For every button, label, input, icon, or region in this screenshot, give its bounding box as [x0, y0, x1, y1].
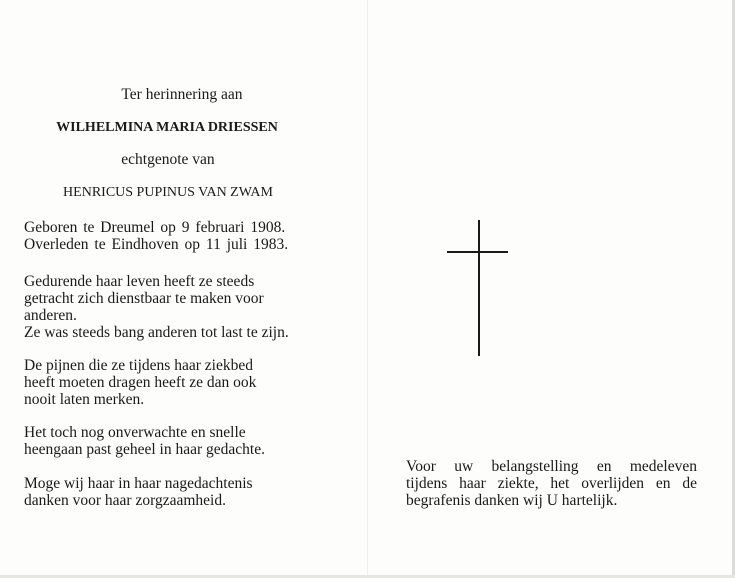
birth-line: Geboren te Dreumel op 9 februari 1908. — [24, 219, 286, 236]
paragraph-line: heengaan past geheel in haar gedachte. — [24, 441, 265, 458]
thanks-line: Voor uw belangstelling en medeleven — [406, 458, 697, 475]
paragraph-line: Moge wij haar in haar nagedachtenis — [24, 475, 253, 492]
thanks-text — [406, 458, 697, 509]
paragraph-life — [24, 273, 289, 341]
intro-text: Ter herinnering aan — [121, 86, 243, 103]
paragraph-illness — [24, 357, 256, 408]
paragraph-line: danken voor haar zorgzaamheid. — [24, 492, 226, 509]
paragraph-line: nooit laten merken. — [24, 391, 145, 408]
cross-icon-bar — [447, 251, 508, 253]
paragraph-remembrance — [24, 475, 253, 509]
paragraph-line: De pijnen die ze tijdens haar ziekbed — [24, 357, 253, 374]
paragraph-line: anderen. — [24, 307, 77, 324]
paragraph-departure — [24, 424, 265, 458]
fold-line — [367, 0, 368, 578]
cross-icon — [478, 220, 480, 356]
relation-text: echtgenote van — [121, 151, 215, 168]
deceased-name: WILHELMINA MARIA DRIESSEN — [56, 120, 278, 135]
paragraph-line: Het toch nog onverwachte en snelle — [24, 424, 246, 441]
paragraph-line: Ze was steeds bang anderen tot last te zijn. — [24, 324, 289, 341]
thanks-line: tijdens haar ziekte, het overlijden en de — [406, 475, 697, 492]
death-line: Overleden te Eindhoven op 11 juli 1983. — [24, 236, 289, 253]
spouse-name: HENRICUS PUPINUS VAN ZWAM — [63, 185, 273, 200]
paragraph-line: getracht zich dienstbaar te maken voor — [24, 290, 264, 307]
paragraph-line: heeft moeten dragen heeft ze dan ook — [24, 374, 257, 391]
paragraph-line: Gedurende haar leven heeft ze steeds — [24, 273, 255, 290]
thanks-line: begrafenis danken wij U hartelijk. — [406, 492, 618, 509]
